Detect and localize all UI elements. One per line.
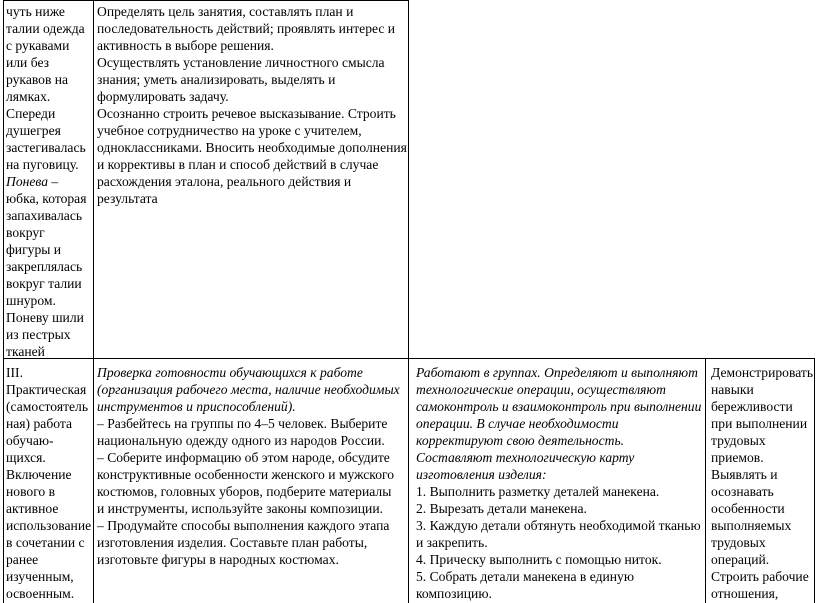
row1-col1-cell bbox=[6, 3, 94, 360]
cell-line: операций. bbox=[711, 552, 770, 567]
cell-line: 2. Вырезать детали манекена. bbox=[416, 501, 587, 516]
cell-line: – Продумайте способы выполнения каждого этапа bbox=[97, 518, 390, 533]
row2-col4-cell bbox=[711, 364, 814, 602]
cell-line: изготовления изделия. Составьте план работы, bbox=[97, 535, 368, 550]
cell-line: костюмов, головных уборов, подберите материалы bbox=[97, 484, 392, 499]
cell-line: Осознанно строить речевое высказывание. Строить bbox=[97, 106, 396, 121]
cell-line: изученным, bbox=[6, 569, 74, 584]
cell-line: запахивалась bbox=[6, 208, 83, 223]
cell-line: 1. Выполнить разметку деталей манекена. bbox=[416, 484, 660, 499]
cell-line: композицию. bbox=[416, 586, 492, 601]
cell-line: талии одежда bbox=[6, 21, 85, 36]
cell-line: 3. Каждую детали обтянуть необходимой тканью bbox=[416, 518, 701, 533]
cell-line: III. bbox=[6, 365, 23, 380]
cell-line: – Соберите информацию об этом народе, обсудите bbox=[97, 450, 390, 465]
cell-line: – Разбейтесь на группы по 4–5 человек. Выберите bbox=[97, 416, 388, 431]
cell-line: учебное сотрудничество на уроке с учителем, bbox=[97, 123, 362, 138]
cell-line: 4. Прическу выполнить с помощью ниток. bbox=[416, 552, 662, 567]
cell-line: вокруг bbox=[6, 225, 45, 240]
cell-line: обучаю- bbox=[6, 433, 54, 448]
cell-line: особенности bbox=[711, 501, 785, 516]
table-row-divider bbox=[3, 358, 815, 359]
cell-line: Проверка готовности обучающихся к работе bbox=[97, 365, 363, 380]
cell-line: изготовьте фигуры в народных костюмах. bbox=[97, 552, 339, 567]
cell-line: результата bbox=[97, 191, 158, 206]
cell-line: Включение bbox=[6, 467, 72, 482]
cell-line: и закрепить. bbox=[416, 535, 488, 550]
row2-col3-cell bbox=[416, 364, 705, 602]
cell-line: Работают в группах. Определяют и выполняют bbox=[416, 365, 698, 380]
cell-line: щихся. bbox=[6, 450, 46, 465]
cell-line: Осуществлять установление личностного смысла bbox=[97, 55, 385, 70]
cell-line: душегрея bbox=[6, 123, 61, 138]
cell-line: изготовления изделия: bbox=[416, 467, 547, 482]
cell-line: тканей bbox=[6, 344, 45, 359]
cell-line: Выявлять и bbox=[711, 467, 778, 482]
cell-line: Строить рабочие bbox=[711, 569, 809, 584]
cell-line: (самостоятель bbox=[6, 399, 89, 414]
cell-line: шнуром. bbox=[6, 293, 56, 308]
cell-line: Определять цель занятия, составлять план и bbox=[97, 4, 354, 19]
cell-line: технологические операции, осуществляют bbox=[416, 382, 666, 397]
cell-line: национальную одежду одного из народов России. bbox=[97, 433, 385, 448]
cell-line: расхождения эталона, реального действия и bbox=[97, 174, 352, 189]
cell-line: 5. Собрать детали манекена в единую bbox=[416, 569, 635, 584]
cell-line: и коррективы в план и способ действий в случае bbox=[97, 157, 379, 172]
cell-line: (организация рабочего места, наличие необходимых bbox=[97, 382, 400, 397]
cell-line: осознавать bbox=[711, 484, 774, 499]
cell-line: знания; уметь анализировать, выделять и bbox=[97, 72, 336, 87]
cell-line: освоенным. bbox=[6, 586, 75, 601]
cell-line: корректируют свою деятельность. bbox=[416, 433, 625, 448]
cell-line: юбка, которая bbox=[6, 191, 87, 206]
cell-line: активное bbox=[6, 501, 59, 516]
cell-line: навыки bbox=[711, 382, 754, 397]
cell-line: конструктивные особенности женского и мужского bbox=[97, 467, 395, 482]
cell-line: формулировать задачу. bbox=[97, 89, 229, 104]
cell-line: трудовых bbox=[711, 433, 766, 448]
cell-line: фигуры и bbox=[6, 242, 62, 257]
table-border-left bbox=[3, 0, 4, 603]
table-border-right bbox=[814, 358, 815, 603]
cell-line: при выполнении bbox=[711, 416, 808, 431]
cell-line: отношения, bbox=[711, 586, 779, 601]
cell-line: застегивалась bbox=[6, 140, 86, 155]
cell-line: Демонстрировать bbox=[711, 365, 814, 380]
dash: – bbox=[48, 174, 59, 189]
cell-line: лямках. bbox=[6, 89, 51, 104]
row1-col2-cell bbox=[97, 3, 407, 207]
cell-line: активность в выборе решения. bbox=[97, 38, 274, 53]
cell-line: бережливости bbox=[711, 399, 793, 414]
cell-line: Поневу шили bbox=[6, 310, 84, 325]
cell-line: из пестрых bbox=[6, 327, 71, 342]
cell-line: Практическая bbox=[6, 382, 87, 397]
cell-line: в сочетании с bbox=[6, 535, 85, 550]
cell-line: Спереди bbox=[6, 106, 56, 121]
cell-line: рукавов на bbox=[6, 72, 69, 87]
row2-col2-cell bbox=[97, 364, 407, 568]
cell-line: закреплялась bbox=[6, 259, 83, 274]
cell-line: ная) работа bbox=[6, 416, 72, 431]
cell-line: одноклассниками. Вносить необходимые дополнения bbox=[97, 140, 407, 155]
cell-line: инструментов и приспособлений). bbox=[97, 399, 296, 414]
cell-line: самоконтроль и взаимоконтроль при выполнении bbox=[416, 399, 702, 414]
cell-line: операции. В случае необходимости bbox=[416, 416, 619, 431]
cell-line: последовательность действий; проявлять интерес и bbox=[97, 21, 396, 36]
cell-line: с рукавами bbox=[6, 38, 70, 53]
cell-line: нового в bbox=[6, 484, 56, 499]
cell-line bbox=[6, 173, 94, 190]
cell-line: на пуговицу. bbox=[6, 157, 79, 172]
cell-line: приемов. bbox=[711, 450, 764, 465]
cell-line: и инструменты, используйте законы композиции. bbox=[97, 501, 384, 516]
cell-line: или без bbox=[6, 55, 50, 70]
cell-line: ранее bbox=[6, 552, 39, 567]
cell-line: вокруг талии bbox=[6, 276, 82, 291]
cell-line: Составляют технологическую карту bbox=[416, 450, 635, 465]
cell-line: выполняемых bbox=[711, 518, 792, 533]
table-divider-col3 bbox=[705, 358, 706, 603]
row2-col1-cell bbox=[6, 364, 94, 602]
cell-line: трудовых bbox=[711, 535, 766, 550]
table-border-top bbox=[3, 0, 409, 1]
term-poneva: Понева bbox=[6, 174, 48, 189]
table-divider-col2 bbox=[408, 0, 409, 603]
cell-line: чуть ниже bbox=[6, 4, 65, 19]
cell-line: использование bbox=[6, 518, 92, 533]
